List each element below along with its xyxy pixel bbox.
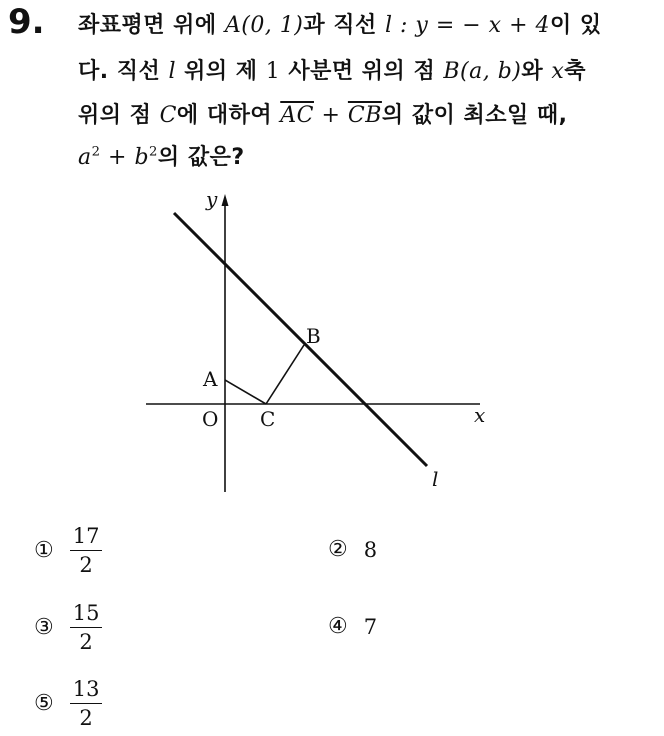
choice-fraction	[70, 677, 103, 730]
point-a-figure-label: A	[203, 367, 218, 391]
segment-ac: $\overline{AC}$	[280, 103, 314, 128]
choice-2[interactable]	[328, 537, 377, 562]
question-text: 위의 점	[78, 103, 160, 128]
question-text: 의 값은?	[157, 145, 245, 170]
question-text: 의 값이 최소일 때,	[381, 103, 568, 128]
choice-fraction	[70, 601, 103, 654]
exponent: 2	[91, 144, 101, 160]
exponent: 2	[149, 144, 158, 160]
choice-marker: ①	[34, 538, 54, 564]
choice-marker: ④	[328, 614, 348, 639]
choice-value: 8	[363, 537, 378, 562]
question-text: 축	[564, 59, 587, 84]
choice-marker: ⑤	[34, 691, 54, 717]
line-name: l	[168, 59, 176, 84]
fraction-numerator: 17	[70, 524, 103, 551]
fraction-denominator: 2	[79, 553, 93, 578]
choice-3[interactable]	[34, 601, 102, 654]
fraction-denominator: 2	[79, 630, 93, 655]
choice-4[interactable]	[328, 614, 377, 639]
choice-value: 7	[363, 614, 378, 639]
question-text: 이 있	[550, 13, 602, 38]
choice-5[interactable]	[34, 677, 102, 730]
y-axis-arrow-icon	[222, 194, 229, 206]
variable-b: b	[134, 145, 150, 170]
question-text: 에 대하여	[176, 103, 281, 128]
x-variable: x	[551, 59, 565, 84]
plus-sign: +	[100, 145, 135, 170]
x-axis-label: x	[474, 403, 486, 427]
fraction-denominator: 2	[79, 706, 93, 731]
point-c-label: C	[159, 103, 177, 128]
point-b-label: B(a, b)	[443, 59, 522, 84]
segment-cb: $\overline{CB}$	[347, 103, 382, 128]
question-text: 좌표평면 위에	[78, 13, 225, 38]
quadrant-number: 1	[265, 59, 281, 84]
plus-sign: +	[313, 103, 348, 128]
question-text: 다. 직선	[78, 59, 169, 84]
question-text: 와	[521, 59, 552, 84]
fraction-numerator: 15	[70, 601, 103, 628]
choice-1[interactable]	[34, 524, 102, 577]
origin-label: O	[202, 407, 219, 431]
point-b-figure-label: B	[306, 324, 321, 348]
choice-marker: ②	[328, 537, 348, 562]
line-l-label: l	[432, 467, 439, 491]
fraction-numerator: 13	[70, 677, 103, 704]
point-c-figure-label: C	[260, 407, 276, 431]
variable-a: a	[78, 145, 92, 170]
question-text: 위의 제	[175, 59, 266, 84]
question-number: 9.	[8, 2, 45, 42]
choice-fraction	[70, 524, 103, 577]
choice-marker: ③	[34, 615, 54, 641]
question-text: 사분면 위의 점	[280, 59, 444, 84]
y-axis-label: y	[206, 187, 218, 211]
point-a-label: A(0, 1)	[224, 13, 304, 38]
question-text: 과 직선	[303, 13, 385, 38]
line-equation: l : y = − x + 4	[384, 13, 551, 38]
segment-c-b	[266, 345, 304, 404]
segment-a-c	[225, 380, 266, 404]
